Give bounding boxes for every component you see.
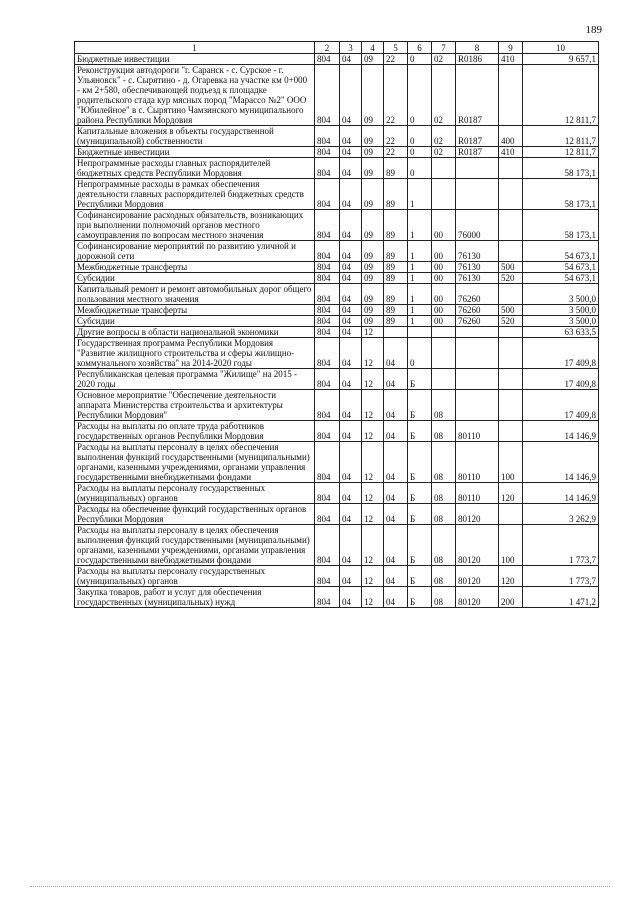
cell-ministry-code: 804	[315, 241, 340, 262]
cell-ministry-code: 804	[315, 316, 340, 327]
header-cell: 2	[315, 42, 340, 54]
cell-section: 04	[340, 65, 362, 126]
cell-ministry-code: 804	[315, 126, 340, 147]
cell-direction: 80110	[456, 442, 499, 483]
cell-amount: 3 500,0	[523, 316, 599, 327]
header-cell: 3	[340, 42, 362, 54]
cell-subprogram: 0	[408, 147, 432, 158]
cell-name: Расходы на выплаты персоналу государственных (муниципальных) органов	[75, 483, 315, 504]
cell-section: 04	[340, 369, 362, 390]
table-row	[75, 210, 599, 241]
table-body	[75, 54, 599, 608]
table-row	[75, 305, 599, 316]
cell-event: 00	[432, 273, 456, 284]
cell-event: 08	[432, 421, 456, 442]
cell-section: 04	[340, 421, 362, 442]
cell-direction: R0186	[456, 54, 499, 65]
cell-amount: 14 146,9	[523, 483, 599, 504]
cell-name: Расходы на выплаты персоналу государственных (муниципальных) органов	[75, 566, 315, 587]
cell-subsection: 12	[362, 369, 384, 390]
cell-name: Субсидии	[75, 316, 315, 327]
cell-event: 00	[432, 210, 456, 241]
cell-ministry-code: 804	[315, 504, 340, 525]
cell-name: Основное мероприятие "Обеспечение деятельности аппарата Министерства строительства и архитектуры Республики Мордовия"	[75, 390, 315, 421]
cell-expense-type: 400	[499, 126, 523, 147]
cell-subprogram: 1	[408, 305, 432, 316]
cell-subsection: 12	[362, 525, 384, 566]
cell-subsection: 09	[362, 147, 384, 158]
cell-section: 04	[340, 179, 362, 210]
cell-program: 22	[384, 65, 408, 126]
cell-section: 04	[340, 158, 362, 179]
cell-direction	[456, 179, 499, 210]
cell-direction: 76000	[456, 210, 499, 241]
cell-direction: 80110	[456, 483, 499, 504]
cell-program: 04	[384, 442, 408, 483]
cell-expense-type	[499, 369, 523, 390]
cell-name: Бюджетные инвестиции	[75, 147, 315, 158]
cell-amount: 12 811,7	[523, 126, 599, 147]
cell-direction: 80110	[456, 421, 499, 442]
cell-subprogram: 1	[408, 241, 432, 262]
cell-section: 04	[340, 442, 362, 483]
cell-expense-type: 520	[499, 316, 523, 327]
cell-program: 04	[384, 338, 408, 369]
table-row	[75, 390, 599, 421]
cell-event	[432, 327, 456, 338]
cell-direction: 76260	[456, 305, 499, 316]
cell-direction: 76260	[456, 316, 499, 327]
cell-expense-type	[499, 210, 523, 241]
cell-program: 89	[384, 158, 408, 179]
cell-subsection: 12	[362, 442, 384, 483]
table-row	[75, 54, 599, 65]
cell-ministry-code: 804	[315, 338, 340, 369]
cell-section: 04	[340, 338, 362, 369]
cell-subprogram: 1	[408, 284, 432, 305]
cell-subprogram	[408, 327, 432, 338]
cell-section: 04	[340, 126, 362, 147]
cell-section: 04	[340, 525, 362, 566]
cell-subprogram: Б	[408, 442, 432, 483]
cell-subprogram: Б	[408, 525, 432, 566]
cell-subprogram: Б	[408, 587, 432, 608]
cell-expense-type	[499, 338, 523, 369]
cell-expense-type	[499, 241, 523, 262]
cell-subsection: 12	[362, 327, 384, 338]
cell-ministry-code: 804	[315, 525, 340, 566]
table-row	[75, 504, 599, 525]
cell-direction: 80120	[456, 504, 499, 525]
cell-subsection: 12	[362, 421, 384, 442]
cell-name: Межбюджетные трансферты	[75, 262, 315, 273]
cell-program: 04	[384, 566, 408, 587]
header-cell: 5	[384, 42, 408, 54]
table-row	[75, 241, 599, 262]
cell-event: 00	[432, 284, 456, 305]
cell-direction: 80120	[456, 587, 499, 608]
cell-name: Непрограммные расходы в рамках обеспечения деятельности главных распорядителей бюджетных средств Республики Мордовия	[75, 179, 315, 210]
cell-amount: 54 673,1	[523, 241, 599, 262]
header-cell: 6	[408, 42, 432, 54]
cell-subprogram: Б	[408, 390, 432, 421]
header-cell: 9	[499, 42, 523, 54]
table-row	[75, 587, 599, 608]
cell-name: Государственная программа Республики Мордовия "Развитие жилищного строительства и сферы жилищно-коммунального хозяйства" на 2014-2020 годы	[75, 338, 315, 369]
cell-event: 02	[432, 65, 456, 126]
cell-expense-type: 120	[499, 483, 523, 504]
cell-section: 04	[340, 147, 362, 158]
cell-expense-type	[499, 504, 523, 525]
cell-direction	[456, 327, 499, 338]
cell-program: 04	[384, 483, 408, 504]
cell-event: 02	[432, 147, 456, 158]
cell-event: 00	[432, 262, 456, 273]
cell-event: 08	[432, 587, 456, 608]
table-row	[75, 147, 599, 158]
table-row	[75, 327, 599, 338]
cell-name: Расходы на выплаты персоналу в целях обеспечения выполнения функций государственными (муниципальными) органами, казенными учреждениями, органами управления государственными внебюджетными фондами	[75, 525, 315, 566]
cell-program: 04	[384, 421, 408, 442]
cell-event: 02	[432, 126, 456, 147]
cell-ministry-code: 804	[315, 442, 340, 483]
cell-amount: 58 173,1	[523, 179, 599, 210]
header-cell: 4	[362, 42, 384, 54]
header-row	[75, 42, 599, 54]
cell-program: 89	[384, 305, 408, 316]
cell-subprogram: 0	[408, 338, 432, 369]
cell-subprogram: 1	[408, 273, 432, 284]
cell-ministry-code: 804	[315, 147, 340, 158]
cell-subsection: 12	[362, 587, 384, 608]
cell-subprogram: 1	[408, 210, 432, 241]
cell-event: 02	[432, 54, 456, 65]
cell-name: Расходы на выплаты персоналу в целях обеспечения выполнения функций государственными (муниципальными) органами, казенными учреждениями, органами управления государственными внебюджетными фондами	[75, 442, 315, 483]
cell-amount: 58 173,1	[523, 158, 599, 179]
header-cell: 1	[75, 42, 315, 54]
cell-subprogram: 1	[408, 316, 432, 327]
cell-direction	[456, 338, 499, 369]
cell-name: Субсидии	[75, 273, 315, 284]
cell-section: 04	[340, 483, 362, 504]
cell-subprogram: 0	[408, 54, 432, 65]
cell-program: 04	[384, 369, 408, 390]
cell-subsection: 12	[362, 566, 384, 587]
cell-expense-type: 100	[499, 525, 523, 566]
cell-subsection: 09	[362, 54, 384, 65]
cell-amount: 17 409,8	[523, 390, 599, 421]
cell-subsection: 09	[362, 316, 384, 327]
cell-direction: 76130	[456, 262, 499, 273]
cell-amount: 3 500,0	[523, 305, 599, 316]
cell-amount: 1 773,7	[523, 566, 599, 587]
header-cell: 10	[523, 42, 599, 54]
table-row	[75, 284, 599, 305]
cell-subsection: 12	[362, 338, 384, 369]
cell-ministry-code: 804	[315, 483, 340, 504]
cell-subprogram: Б	[408, 421, 432, 442]
cell-expense-type: 500	[499, 262, 523, 273]
cell-direction: 80120	[456, 566, 499, 587]
table-row	[75, 369, 599, 390]
cell-name: Капитальные вложения в объекты государственной (муниципальной) собственности	[75, 126, 315, 147]
cell-subsection: 09	[362, 305, 384, 316]
cell-subprogram: 1	[408, 179, 432, 210]
cell-event	[432, 179, 456, 210]
table-row	[75, 525, 599, 566]
cell-amount: 9 657,1	[523, 54, 599, 65]
cell-event: 00	[432, 316, 456, 327]
page-number: 189	[585, 24, 602, 36]
table-row	[75, 338, 599, 369]
cell-name: Другие вопросы в области национальной экономики	[75, 327, 315, 338]
cell-ministry-code: 804	[315, 421, 340, 442]
cell-ministry-code: 804	[315, 284, 340, 305]
cell-section: 04	[340, 504, 362, 525]
cell-direction: 76130	[456, 241, 499, 262]
cell-subprogram: 0	[408, 126, 432, 147]
cell-event	[432, 158, 456, 179]
cell-expense-type: 100	[499, 442, 523, 483]
cell-ministry-code: 804	[315, 65, 340, 126]
cell-event	[432, 338, 456, 369]
cell-event: 08	[432, 504, 456, 525]
cell-section: 04	[340, 273, 362, 284]
cell-direction: R0187	[456, 147, 499, 158]
cell-subsection: 09	[362, 241, 384, 262]
table-row	[75, 158, 599, 179]
cell-name: Расходы на выплаты по оплате труда работников государственных органов Республики Мордовия	[75, 421, 315, 442]
cell-subsection: 09	[362, 262, 384, 273]
cell-subprogram: 1	[408, 262, 432, 273]
cell-program: 89	[384, 262, 408, 273]
cell-section: 04	[340, 284, 362, 305]
cell-section: 04	[340, 316, 362, 327]
cell-direction	[456, 158, 499, 179]
table-row	[75, 262, 599, 273]
cell-event: 08	[432, 525, 456, 566]
cell-program: 04	[384, 587, 408, 608]
scan-artifact-line	[30, 886, 610, 888]
cell-expense-type	[499, 421, 523, 442]
cell-program: 89	[384, 316, 408, 327]
cell-section: 04	[340, 241, 362, 262]
cell-section: 04	[340, 210, 362, 241]
cell-amount: 17 409,8	[523, 338, 599, 369]
cell-name: Софинансирование мероприятий по развитию уличной и дорожной сети	[75, 241, 315, 262]
cell-section: 04	[340, 305, 362, 316]
cell-program: 89	[384, 241, 408, 262]
cell-ministry-code: 804	[315, 369, 340, 390]
cell-event: 00	[432, 241, 456, 262]
cell-direction	[456, 369, 499, 390]
cell-subsection: 12	[362, 390, 384, 421]
cell-subprogram: 0	[408, 158, 432, 179]
cell-expense-type: 520	[499, 273, 523, 284]
budget-table	[74, 41, 599, 608]
cell-expense-type	[499, 327, 523, 338]
cell-event: 08	[432, 566, 456, 587]
cell-expense-type: 500	[499, 305, 523, 316]
cell-amount: 1 773,7	[523, 525, 599, 566]
cell-section: 04	[340, 566, 362, 587]
cell-subprogram: Б	[408, 483, 432, 504]
table-row	[75, 65, 599, 126]
table-row	[75, 442, 599, 483]
cell-amount: 3 500,0	[523, 284, 599, 305]
cell-ministry-code: 804	[315, 262, 340, 273]
cell-expense-type	[499, 65, 523, 126]
cell-expense-type: 410	[499, 54, 523, 65]
cell-amount: 58 173,1	[523, 210, 599, 241]
cell-name: Софинансирование расходных обязательств, возникающих при выполнении полномочий органов местного самоуправления по вопросам местного значения	[75, 210, 315, 241]
cell-ministry-code: 804	[315, 305, 340, 316]
cell-ministry-code: 804	[315, 587, 340, 608]
cell-subsection: 12	[362, 483, 384, 504]
cell-program: 22	[384, 147, 408, 158]
cell-ministry-code: 804	[315, 566, 340, 587]
cell-subsection: 09	[362, 158, 384, 179]
cell-event: 08	[432, 483, 456, 504]
cell-expense-type	[499, 284, 523, 305]
cell-amount: 54 673,1	[523, 273, 599, 284]
cell-amount: 3 262,9	[523, 504, 599, 525]
cell-event	[432, 369, 456, 390]
cell-amount: 14 146,9	[523, 442, 599, 483]
cell-subsection: 09	[362, 273, 384, 284]
cell-subsection: 09	[362, 65, 384, 126]
cell-subsection: 09	[362, 210, 384, 241]
cell-subsection: 09	[362, 179, 384, 210]
cell-section: 04	[340, 587, 362, 608]
cell-program: 04	[384, 525, 408, 566]
cell-ministry-code: 804	[315, 210, 340, 241]
cell-amount: 1 471,2	[523, 587, 599, 608]
cell-ministry-code: 804	[315, 158, 340, 179]
cell-program: 89	[384, 179, 408, 210]
cell-amount: 14 146,9	[523, 421, 599, 442]
cell-program	[384, 327, 408, 338]
cell-subprogram: Б	[408, 504, 432, 525]
cell-program: 89	[384, 284, 408, 305]
cell-name: Непрограммные расходы главных распорядителей бюджетных средств Республики Мордовия	[75, 158, 315, 179]
cell-ministry-code: 804	[315, 327, 340, 338]
cell-direction: 76130	[456, 273, 499, 284]
cell-expense-type: 410	[499, 147, 523, 158]
cell-amount: 54 673,1	[523, 262, 599, 273]
cell-expense-type	[499, 179, 523, 210]
cell-direction: R0187	[456, 126, 499, 147]
cell-name: Бюджетные инвестиции	[75, 54, 315, 65]
cell-amount: 12 811,7	[523, 147, 599, 158]
table-row	[75, 179, 599, 210]
table-row	[75, 566, 599, 587]
cell-subprogram: Б	[408, 369, 432, 390]
cell-expense-type: 120	[499, 566, 523, 587]
cell-program: 89	[384, 210, 408, 241]
cell-name: Закупка товаров, работ и услуг для обеспечения государственных (муниципальных) нужд	[75, 587, 315, 608]
cell-subsection: 09	[362, 126, 384, 147]
cell-subprogram: 0	[408, 65, 432, 126]
cell-ministry-code: 804	[315, 54, 340, 65]
cell-direction: 80120	[456, 525, 499, 566]
cell-section: 04	[340, 262, 362, 273]
cell-program: 22	[384, 54, 408, 65]
cell-section: 04	[340, 54, 362, 65]
table-row	[75, 316, 599, 327]
cell-ministry-code: 804	[315, 179, 340, 210]
cell-amount: 63 633,5	[523, 327, 599, 338]
cell-program: 22	[384, 126, 408, 147]
cell-expense-type	[499, 158, 523, 179]
cell-expense-type	[499, 390, 523, 421]
header-cell: 7	[432, 42, 456, 54]
cell-event: 08	[432, 390, 456, 421]
cell-expense-type: 200	[499, 587, 523, 608]
cell-direction: 76260	[456, 284, 499, 305]
cell-subsection: 12	[362, 504, 384, 525]
cell-section: 04	[340, 327, 362, 338]
table-row	[75, 483, 599, 504]
table-row	[75, 421, 599, 442]
cell-program: 04	[384, 390, 408, 421]
cell-name: Межбюджетные трансферты	[75, 305, 315, 316]
cell-event: 08	[432, 442, 456, 483]
cell-name: Реконструкция автодороги "г. Саранск - с. Сурское - г. Ульяновск" - с. Сырятино - д. Огаревка на участке км 0+000 - км 2+580, обеспечивающей подъезд к площадке родительского стада кур мясных пород "Марассо №2" ООО "Юбилейное" в с. Сырятино Чамзинского муниципального района Республики Мордовия	[75, 65, 315, 126]
cell-name: Расходы на обеспечение функций государственных органов Республики Мордовия	[75, 504, 315, 525]
cell-ministry-code: 804	[315, 273, 340, 284]
cell-name: Республиканская целевая программа "Жилище" на 2015 - 2020 годы	[75, 369, 315, 390]
table-row	[75, 273, 599, 284]
cell-program: 89	[384, 273, 408, 284]
cell-name: Капитальный ремонт и ремонт автомобильных дорог общего пользования местного значения	[75, 284, 315, 305]
cell-ministry-code: 804	[315, 390, 340, 421]
cell-program: 04	[384, 504, 408, 525]
cell-amount: 17 409,8	[523, 369, 599, 390]
cell-event: 00	[432, 305, 456, 316]
table-row	[75, 126, 599, 147]
cell-amount: 12 811,7	[523, 65, 599, 126]
cell-direction: R0187	[456, 65, 499, 126]
cell-section: 04	[340, 390, 362, 421]
cell-subprogram: Б	[408, 566, 432, 587]
cell-direction	[456, 390, 499, 421]
cell-subsection: 09	[362, 284, 384, 305]
header-cell: 8	[456, 42, 499, 54]
